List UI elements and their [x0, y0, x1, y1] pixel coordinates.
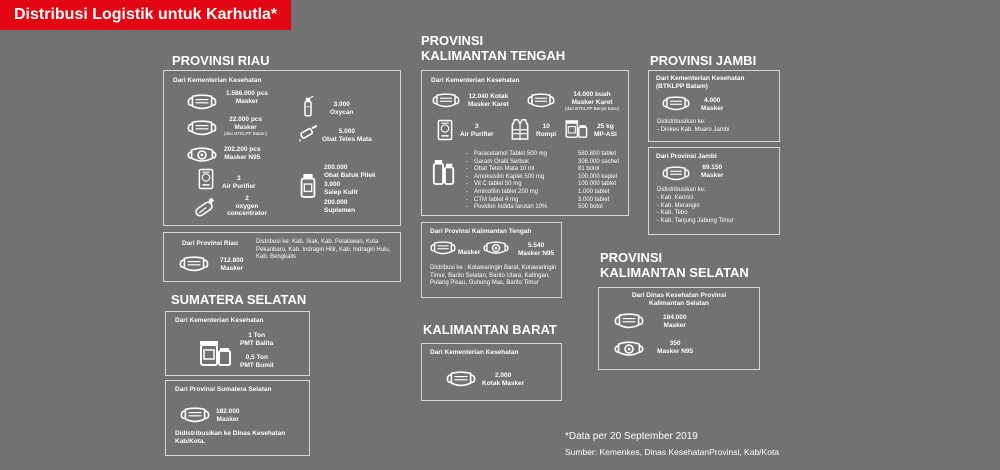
riau-n95-value: 202.200 pcs Masker N95 — [224, 146, 261, 161]
riau-oxycan-value: 3.000 Oxycan — [330, 101, 354, 116]
medicine-bullet: - — [466, 204, 468, 211]
kalteng-provinsi-box — [421, 222, 562, 298]
kalbar-title: KALIMANTAN BARAT — [423, 322, 557, 337]
medicine-name: Paracetamol Tablet 500 mg — [474, 151, 547, 157]
riau-provinsi-value: 712.800 Masker — [220, 257, 244, 272]
oxygen-tank-icon — [192, 197, 216, 221]
source-text: Sumber: Kemenkes, Dinas KesehatanProvinsi, Kab/Kota — [565, 447, 780, 457]
mask-icon — [661, 94, 691, 113]
riau-kemenkes-box — [163, 70, 401, 226]
medicine-row — [466, 189, 619, 197]
kalteng-masker-btklpp-value: 14.000 buah Masker Karet (dari BTKLPP Banjar Baru) — [565, 91, 619, 111]
riau-kemenkes-label: Dari Kementerian Kesehatan — [173, 77, 262, 84]
kalteng-purifier-value: 3 Air Purifier — [460, 123, 494, 138]
riau-purifier-value: 3 Air Purifier — [222, 175, 256, 190]
mask-icon — [429, 239, 457, 257]
riau-batuk-value: 200.000 Obat Batuk Pilek — [324, 164, 376, 179]
medicine-name: Povidon Iodida larutan 10% — [474, 204, 548, 211]
sumsel-title: SUMATERA SELATAN — [171, 292, 307, 307]
jambi-provinsi-label: Dari Provinsi Jambi — [656, 153, 717, 160]
medicine-qty: 100.000 tablet — [578, 181, 617, 188]
sumsel-kemenkes-box — [165, 311, 310, 376]
sumsel-provinsi-value: 182.000 Masker — [216, 408, 240, 423]
food-supplement-icon — [198, 336, 232, 368]
medicine-bottle-icon — [297, 171, 319, 199]
sumsel-distribution-text: Didistribusikan ke Dinas Kesehatan Kab/Kota. — [175, 430, 286, 445]
medicine-row — [466, 181, 619, 189]
jambi-kemenkes-box — [648, 70, 780, 142]
medicine-bullet: - — [466, 173, 468, 180]
kalteng-provinsi-label: Dari Provinsi Kalimantan Tengah — [430, 228, 532, 235]
footnote: *Data per 20 September 2019 — [565, 431, 698, 442]
jambi-target-item: - Kab. Tebo — [657, 210, 688, 216]
kalbar-value: 2.000 Kotak Masker — [482, 372, 525, 387]
jambi-provinsi-distributed-label: Didistribusikan ke: — [657, 187, 706, 193]
jambi-provinsi-box — [648, 147, 780, 235]
jambi-target-item: - Kab. Kerinci — [657, 195, 694, 201]
mask-icon — [661, 164, 691, 183]
kalteng-mpasi-value: 25 kg MP-ASI — [594, 123, 617, 138]
kalteng-masker-karet-value: 12.040 Kotak Masker Karet — [468, 93, 509, 108]
mask-icon — [186, 118, 218, 138]
medicine-name: Amoksisilin Kaplet 500 mg — [474, 173, 545, 180]
kalsel-dinkes-label: Dari Dinas Kesehatan Provinsi Kalimantan Selatan — [631, 292, 727, 307]
mask-icon — [186, 92, 218, 112]
medicine-row — [466, 159, 619, 167]
medicine-bullet: - — [466, 166, 468, 173]
kalbar-kemenkes-label: Dari Kementerian Kesehatan — [430, 349, 519, 356]
n95-mask-icon — [482, 239, 510, 257]
medicine-name: Aminofilin tablet 200 mg — [474, 188, 539, 195]
jambi-provinsi-value: 69.150 Masker — [701, 164, 724, 179]
riau-provinsi-label: Dari Provinsi Riau — [182, 240, 238, 247]
kalteng-n95-value: 5.540 Masker N95 — [518, 242, 555, 257]
riau-oxygen-value: 2 oxygen concentrator — [227, 195, 267, 217]
mask-icon — [431, 91, 461, 110]
sumsel-provinsi-label: Dari Provinsi Sumatera Selatan — [175, 386, 272, 393]
medicine-qty: 1.000 tablet — [578, 188, 610, 195]
jambi-target-item: - Kab. Tanjung Jabung Timur — [657, 217, 734, 224]
kalteng-title: PROVINSI KALIMANTAN TENGAH — [421, 33, 566, 63]
eye-drops-icon — [296, 123, 320, 143]
jambi-target-item: - Kab. Merangin — [657, 202, 700, 209]
medicine-name: Obat Tetes Mata 10 ml — [474, 166, 535, 173]
kalteng-medicine-table — [466, 151, 619, 212]
page-title-banner: Distribusi Logistik untuk Karhutla* — [0, 0, 291, 30]
jambi-title: PROVINSI JAMBI — [650, 53, 757, 68]
medicine-qty: 81 botol — [578, 166, 600, 173]
kalteng-masker-label: Masker — [458, 249, 481, 256]
medicine-row — [466, 174, 619, 182]
medicine-row — [466, 151, 619, 159]
riau-masker-btklpp-value: 22.000 pcs Masker (dari BTKLPP Batam) — [224, 116, 268, 136]
medicine-bullet: - — [466, 151, 468, 157]
medicine-row — [466, 197, 619, 205]
riau-masker-value: 1.586.000 pcs Masker — [226, 90, 268, 105]
kalbar-kemenkes-box — [421, 343, 562, 401]
kalteng-distribution-text: Distribusi ke : Kotawaringin Barat, Kotawaringin Timur, Barito Selatan, Barito Utara, Katingan, Pulang Pisau, Gunung Mas, Barito Timur — [430, 265, 557, 286]
kalteng-kemenkes-box — [421, 70, 629, 216]
medicine-name: CTM tablet 4 mg — [474, 196, 519, 203]
mask-icon — [526, 91, 556, 110]
riau-salep-value: 3.000 Salep Kulit — [324, 181, 358, 196]
jambi-kemenkes-value: 4.000 Masker — [701, 97, 724, 112]
kalsel-dinkes-box — [598, 287, 760, 370]
kalteng-rompi-value: 10 Rompi — [536, 123, 557, 138]
medicine-bullet: - — [466, 158, 468, 165]
food-supplement-icon — [564, 117, 588, 139]
medicine-row — [466, 204, 619, 212]
air-purifier-icon — [436, 119, 454, 141]
medicine-bullet: - — [466, 196, 468, 203]
jambi-kemenkes-distributed-label: Didistribusikan ke: — [657, 119, 706, 125]
medicine-qty: 3.000 tablet — [578, 196, 610, 203]
jambi-kemenkes-label: Dari Kementerian Kesehatan (BTKLPP Batam) — [656, 75, 745, 90]
jambi-kemenkes-target: - Dinkes Kab. Muaro Jambi — [657, 127, 730, 133]
kalsel-title: PROVINSI KALIMANTAN SELATAN — [600, 250, 749, 280]
medicine-qty: 580.800 tablet — [578, 151, 617, 157]
medicine-qty: 100.000 kaplet — [578, 173, 618, 180]
medicine-icon — [432, 157, 456, 187]
kalsel-masker-value: 184.000 Masker — [663, 314, 687, 329]
riau-suplemen-value: 200.000 Suplemen — [324, 199, 356, 214]
medicine-bullet: - — [466, 181, 468, 188]
sumsel-provinsi-box — [165, 380, 310, 456]
n95-mask-icon — [186, 145, 218, 165]
oxycan-icon — [302, 94, 314, 118]
riau-eyedrops-value: 5.000 Obat Tetes Mata — [322, 128, 372, 143]
medicine-name: Garam Oralit Serbuk — [474, 158, 530, 165]
kalteng-kemenkes-label: Dari Kementerian Kesehatan — [431, 77, 520, 84]
medicine-qty: 306.000 sachet — [578, 158, 620, 165]
mask-icon — [613, 311, 645, 331]
sumsel-pmt-bumil-value: 0,5 Ton PMT Bumil — [240, 354, 274, 369]
mask-icon — [178, 254, 210, 274]
air-purifier-icon — [197, 168, 215, 190]
mask-icon — [179, 405, 211, 425]
riau-title: PROVINSI RIAU — [172, 53, 270, 68]
sumsel-pmt-balita-value: 1 Ton PMT Balita — [240, 332, 274, 347]
medicine-bullet: - — [466, 188, 468, 195]
n95-mask-icon — [613, 339, 645, 359]
sumsel-kemenkes-label: Dari Kementerian Kesehatan — [175, 317, 264, 324]
vest-icon — [510, 117, 530, 141]
riau-provinsi-box — [163, 232, 401, 282]
kalsel-n95-value: 350 Masker N95 — [657, 340, 694, 355]
medicine-name: Vit C tablet 50 mg — [474, 181, 522, 188]
mask-icon — [445, 369, 477, 389]
medicine-qty: 500 botol — [578, 204, 603, 211]
medicine-row — [466, 166, 619, 174]
riau-distribution-text: Distribusi ke: Kab. Siak, Kab. Pelalawan, Kota Pekanbaru, Kab. Indragiri Hilir, Kab. Indragiri Hulu, Kab. Bengkalis — [256, 239, 391, 260]
